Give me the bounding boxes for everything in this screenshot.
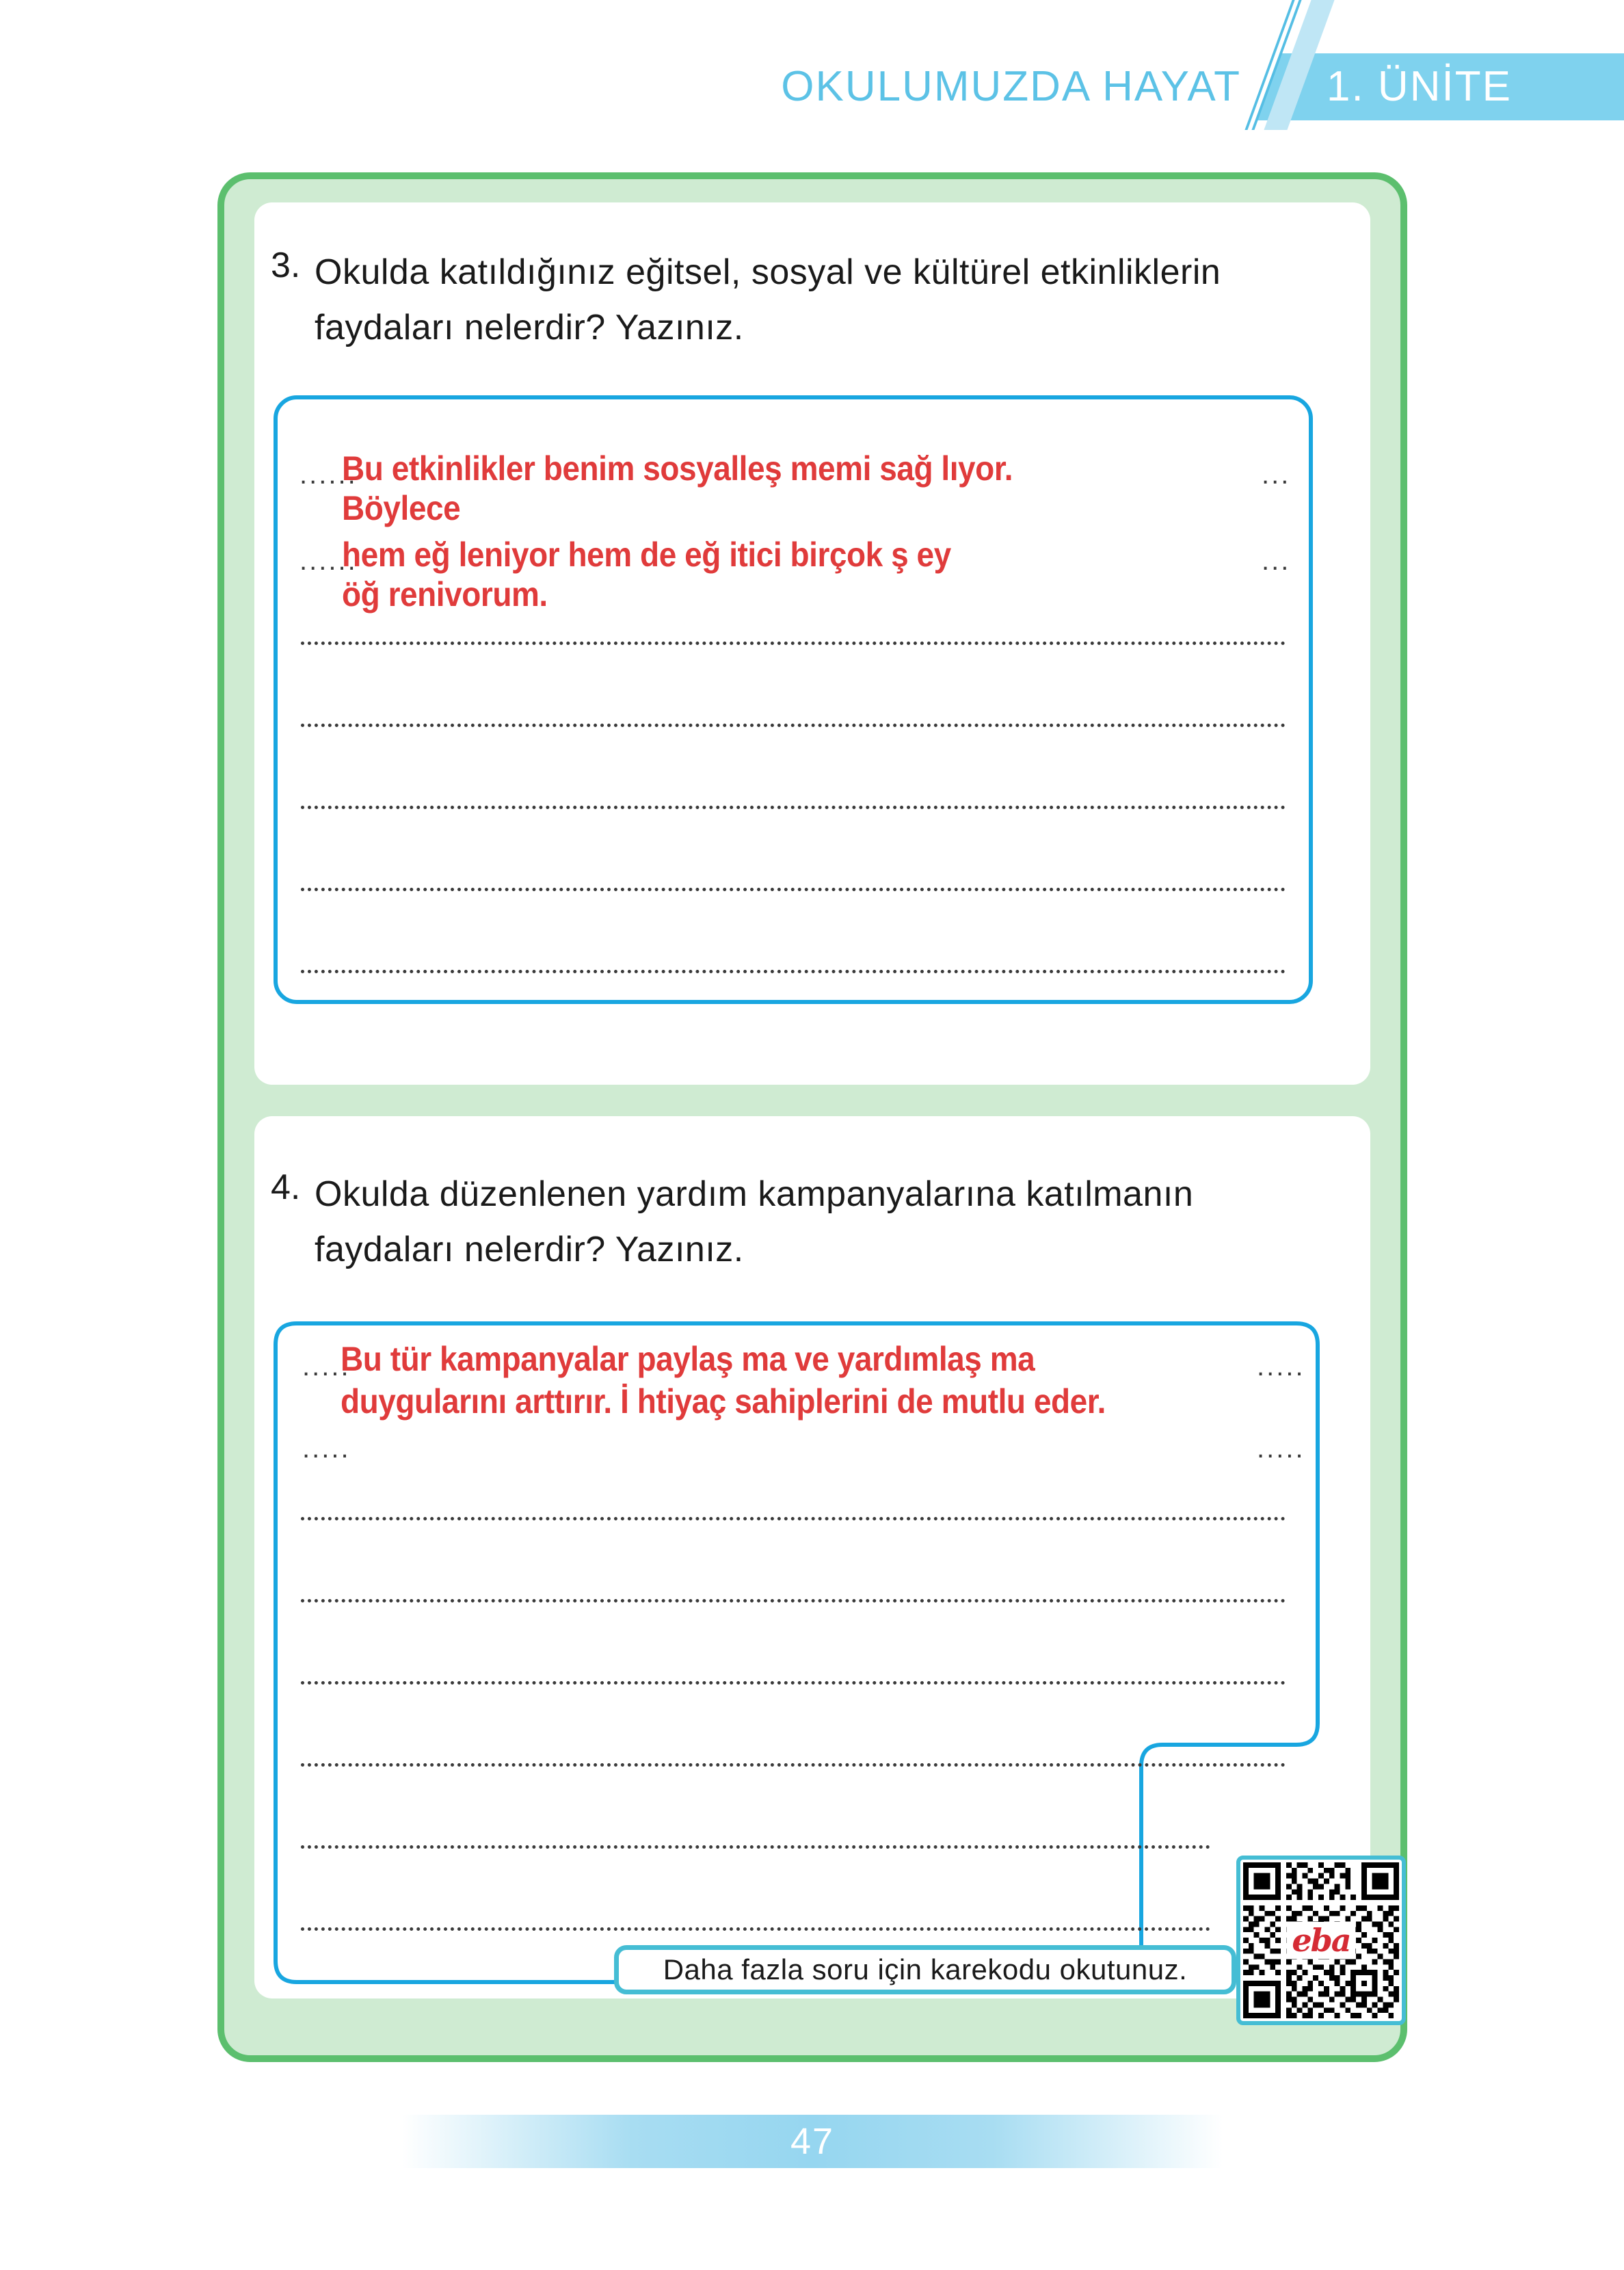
writing-line: [301, 1845, 1210, 1849]
writing-line: [301, 1763, 1286, 1767]
answer-3-line-1: Bu etkinlikler benim sosyalleş memi sağ lıyor.: [342, 449, 1013, 488]
unit-label: 1. ÜNİTE: [1327, 63, 1512, 110]
writing-line: [301, 970, 1286, 973]
qr-caption-box: [614, 1945, 1236, 1994]
qr-caption-text: Daha fazla soru için karekodu okutunuz.: [663, 1953, 1188, 1985]
answer-4-line-1: Bu tür kampanyalar paylaş ma ve yardımlaş ma: [341, 1340, 1035, 1378]
writing-line: [301, 1927, 1210, 1931]
page-header: [0, 0, 1624, 130]
page-number: 47: [790, 2121, 835, 2162]
answer-3-line-4: öğ renivorum.: [342, 575, 548, 613]
answer-4-trailing-dots-1: .....: [1257, 1351, 1305, 1382]
answer-box-4[interactable]: [274, 1321, 1320, 2005]
page-footer: [402, 2115, 1223, 2168]
answer-4-line-2: duygularını arttırır. İ htiyaç sahiplerini de mutlu eder.: [341, 1382, 1106, 1421]
writing-line: [301, 806, 1286, 809]
answer-3-trailing-dots-1: ...: [1262, 460, 1291, 490]
question-3-text: Okulda katıldığınız eğitsel, sosyal ve kültürel etkinliklerin faydaları nelerdir? Yazınız.: [315, 252, 1221, 347]
answer-4-trailing-dots-2: .....: [1257, 1434, 1305, 1464]
answer-4-leader-dots-1: .....: [302, 1351, 351, 1382]
answer-3-leader-dots-2: ......: [299, 546, 358, 576]
writing-line: [301, 1599, 1286, 1602]
question-3-number: 3.: [271, 246, 301, 285]
eba-logo: eba: [1286, 1922, 1355, 1959]
writing-line: [301, 1681, 1286, 1685]
answer-4-leader-dots-2: .....: [302, 1434, 351, 1464]
answer-3-line-2: Böylece: [342, 489, 461, 527]
question-4-text: Okulda düzenlenen yardım kampanyalarına katılmanın faydaları nelerdir? Yazınız.: [315, 1174, 1194, 1269]
writing-line: [301, 642, 1286, 645]
writing-line: [301, 1517, 1286, 1520]
writing-line: [301, 724, 1286, 727]
answer-3-trailing-dots-2: ...: [1262, 546, 1291, 576]
question-4-number: 4.: [271, 1167, 301, 1207]
answer-3-line-3: hem eğ leniyor hem de eğ itici birçok ş ey: [342, 536, 951, 574]
answer-3-leader-dots-1: ......: [299, 460, 358, 490]
qr-code[interactable]: [1236, 1856, 1406, 2025]
subject-title: OKULUMUZDA HAYAT: [781, 63, 1241, 110]
writing-line: [301, 888, 1286, 891]
